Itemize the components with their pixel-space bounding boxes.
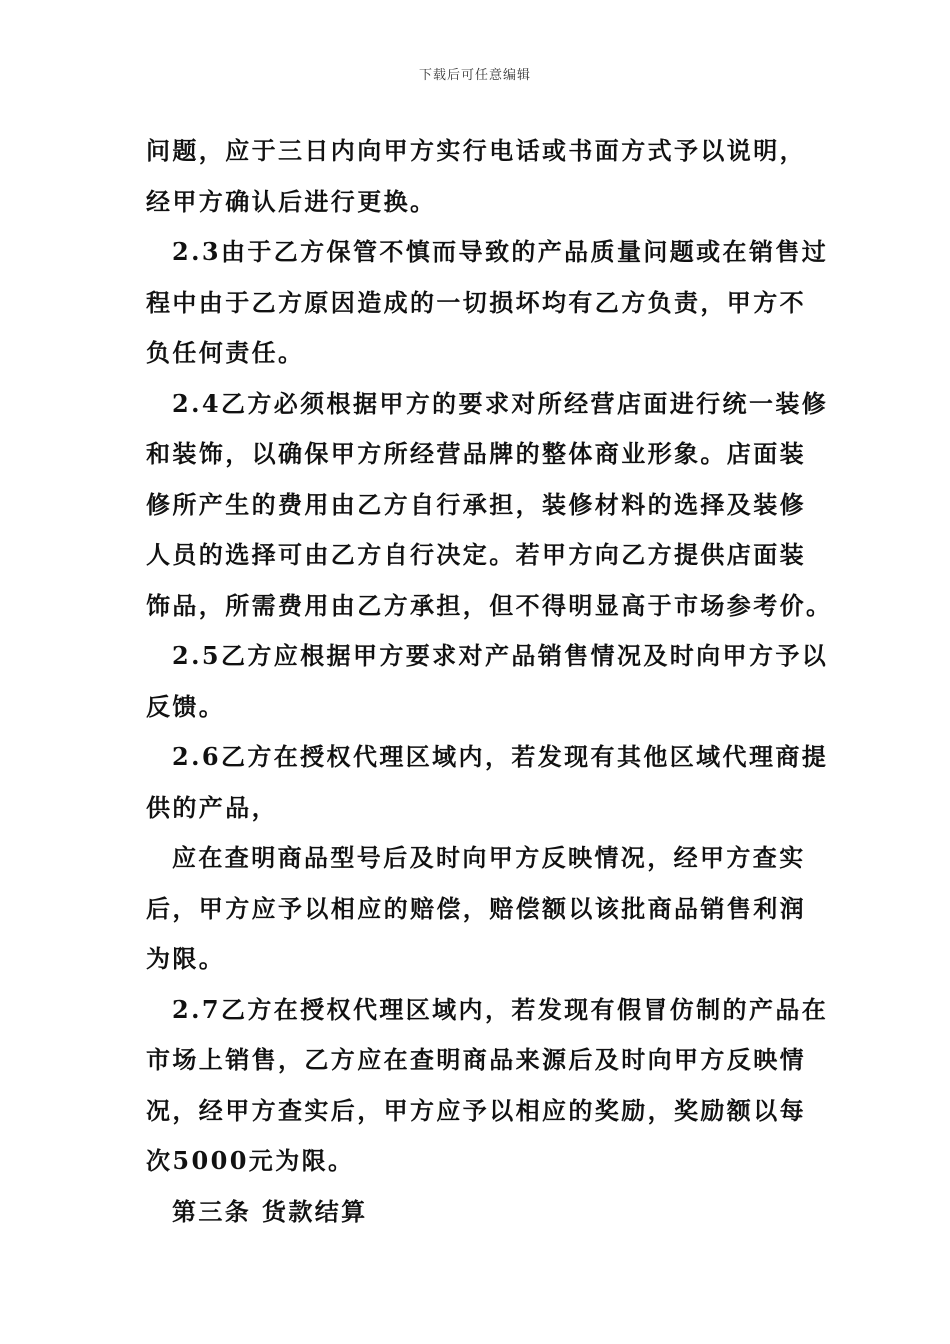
text-line: 后，甲方应予以相应的赔偿，赔偿额以该批商品销售利润 [146,893,806,923]
text-line: 问题，应于三日内向甲方实行电话或书面方式予以说明， [146,136,806,165]
text-line: 饰品，所需费用由乙方承担，但不得明显高于市场参考价。 [146,590,833,620]
text-line: 2.3由于乙方保管不慎而导致的产品质量问题或在销售过 [172,237,829,266]
text-line: 程中由于乙方原因造成的一切损坏均有乙方负责，甲方不 [146,287,806,317]
document-body [146,126,833,1237]
text-line: 经甲方确认后进行更换。 [146,186,437,216]
text-line: 2.5乙方应根据甲方要求对产品销售情况及时向甲方予以 [172,641,829,670]
text-line: 2.6乙方在授权代理区域内，若发现有其他区域代理商提 [172,742,829,771]
text-line: 人员的选择可由乙方自行决定。若甲方向乙方提供店面装 [146,540,806,569]
text-line: 2.7乙方在授权代理区域内，若发现有假冒仿制的产品在 [172,994,829,1024]
text-line: 次5000元为限。 [146,1146,355,1175]
text-line: 修所产生的费用由乙方自行承担，装修材料的选择及装修 [146,489,806,519]
text-line: 供的产品， [146,792,278,822]
text-line: 应在查明商品型号后及时向甲方反映情况，经甲方查实 [172,843,806,872]
text-line: 第三条 货款结算 [172,1196,368,1226]
text-line: 负任何责任。 [146,338,305,367]
text-line: 况，经甲方查实后，甲方应予以相应的奖励，奖励额以每 [146,1095,806,1125]
text-line: 2.4乙方必须根据甲方的要求对所经营店面进行统一装修 [172,388,829,418]
text-line: 反馈。 [146,691,226,721]
text-line: 为限。 [146,944,226,973]
text-line: 和装饰，以确保甲方所经营品牌的整体商业形象。店面装 [146,439,806,468]
text-line: 市场上销售，乙方应在查明商品来源后及时向甲方反映情 [146,1045,806,1074]
page-header: 下载后可任意编辑 [418,68,531,83]
